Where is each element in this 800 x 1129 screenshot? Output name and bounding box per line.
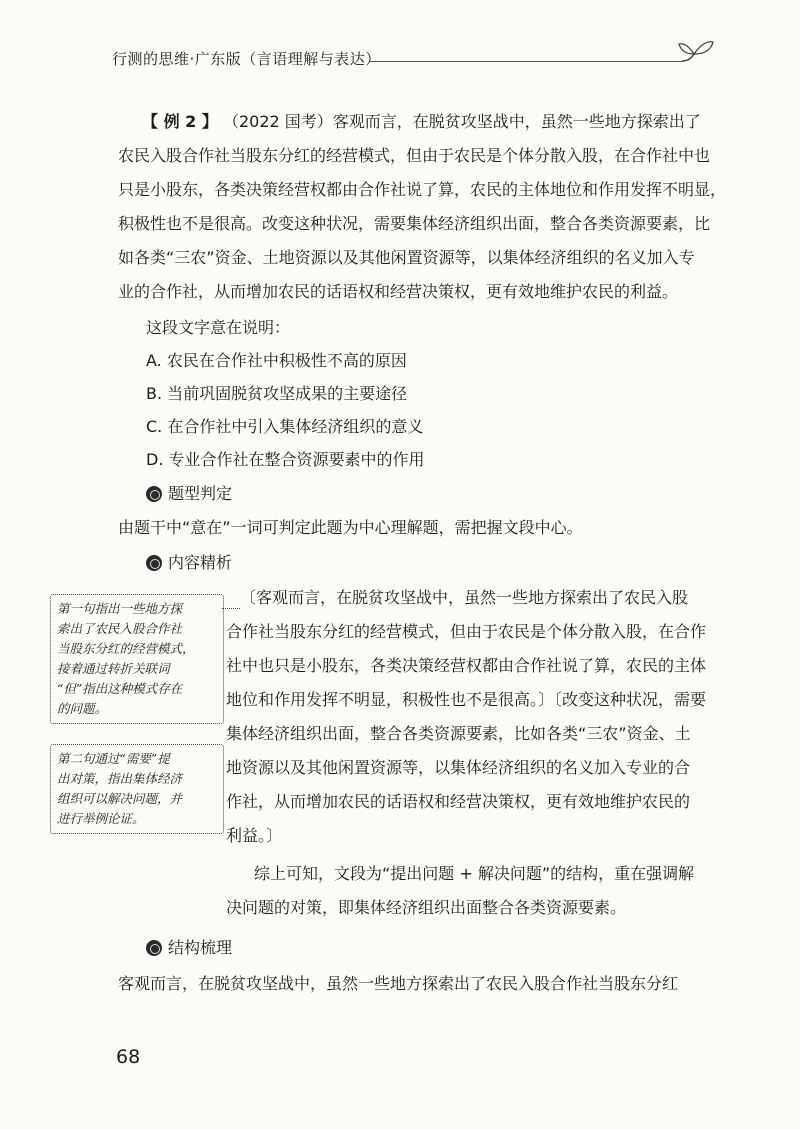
question-line-3: 只是小股东，各类决策经营权都由合作社说了算，农民的主体地位和作用发挥不明显， bbox=[118, 180, 727, 199]
question-text: （2022 国考）客观而言，在脱贫攻坚战中，虽然一些地方探索出了 bbox=[222, 112, 701, 131]
option-c: C. 在合作社中引入集体经济组织的意义 bbox=[146, 417, 424, 436]
section-type-title: 题型判定 bbox=[168, 484, 233, 503]
section-analysis-heading bbox=[146, 553, 232, 573]
sprout-icon bbox=[676, 26, 716, 70]
section-badge-icon bbox=[146, 940, 162, 956]
example-label: 【 例 2 】 bbox=[142, 112, 218, 131]
question-line-1 bbox=[142, 112, 701, 132]
analysis-line-2: 合作社当股东分红的经营模式，但由于农民是个体分散入股，在合作 bbox=[226, 622, 707, 641]
question-line-2: 农民入股合作社当股东分红的经营模式，但由于农民是个体分散入股，在合作社中也 bbox=[118, 146, 711, 165]
note-2-line: 进行举例论证。 bbox=[57, 811, 145, 826]
question-prompt: 这段文字意在说明： bbox=[146, 318, 291, 337]
summary-line-2: 决问题的对策，即集体经济组织出面整合各类资源要素。 bbox=[226, 898, 627, 917]
margin-note-2 bbox=[50, 744, 224, 834]
section-badge-icon bbox=[146, 486, 162, 502]
option-d: D. 专业合作社在整合资源要素中的作用 bbox=[146, 450, 425, 469]
section-analysis-title: 内容精析 bbox=[168, 553, 233, 572]
analysis-line-7: 作社，从而增加农民的话语权和经营决策权，更有效地维护农民的 bbox=[226, 792, 691, 811]
section-type-heading bbox=[146, 484, 232, 504]
question-line-6: 业的合作社，从而增加农民的话语权和经营决策权，更有效地维护农民的利益。 bbox=[118, 282, 679, 301]
summary-line-1: 综上可知，文段为“提出问题 + 解决问题”的结构，重在强调解 bbox=[254, 864, 695, 883]
structure-text: 客观而言，在脱贫攻坚战中，虽然一些地方探索出了农民入股合作社当股东分红 bbox=[118, 974, 679, 993]
margin-note-1 bbox=[50, 594, 224, 724]
option-a: A. 农民在合作社中积极性不高的原因 bbox=[146, 351, 407, 370]
note-1-line: 第一句指出一些地方探 bbox=[57, 601, 183, 616]
note-1-connector bbox=[222, 608, 240, 609]
section-structure-title: 结构梳理 bbox=[168, 938, 233, 957]
section-type-text: 由题干中“意在”一词可判定此题为中心理解题，需把握文段中心。 bbox=[118, 518, 583, 537]
option-b: B. 当前巩固脱贫攻坚成果的主要途径 bbox=[146, 384, 408, 403]
section-structure-heading bbox=[146, 938, 232, 958]
analysis-line-8: 利益。〕 bbox=[226, 826, 283, 845]
note-1-line: 当股东分红的经营模式， bbox=[57, 641, 195, 656]
page-number: 68 bbox=[116, 1046, 141, 1068]
note-2-line: 出对策，指出集体经济 bbox=[57, 771, 183, 786]
analysis-line-6: 地资源以及其他闲置资源等，以集体经济组织的名义加入专业的合 bbox=[226, 758, 691, 777]
section-badge-icon bbox=[146, 555, 162, 571]
header-rule bbox=[370, 61, 682, 62]
analysis-line-5: 集体经济组织出面，整合各类资源要素，比如各类“三农”资金、土 bbox=[226, 724, 691, 743]
note-1-line: “但”指出这种模式存在 bbox=[57, 681, 183, 696]
note-1-line: 的问题。 bbox=[57, 701, 108, 716]
running-header-title: 行测的思维·广东版（言语理解与表达） bbox=[112, 50, 381, 68]
note-1-line: 接着通过转折关联词 bbox=[57, 661, 170, 676]
question-line-5: 如各类“三农”资金、土地资源以及其他闲置资源等，以集体经济组织的名义加入专 bbox=[118, 248, 695, 267]
analysis-line-3: 社中也只是小股东，各类决策经营权都由合作社说了算，农民的主体 bbox=[226, 656, 707, 675]
analysis-line-4: 地位和作用发挥不明显，积极性也不是很高。〕〔改变这种状况，需要 bbox=[226, 690, 707, 709]
analysis-line-1: 〔客观而言，在脱贫攻坚战中，虽然一些地方探索出了农民入股 bbox=[240, 588, 689, 607]
note-2-line: 组织可以解决问题，并 bbox=[57, 791, 183, 806]
note-1-line: 索出了农民入股合作社 bbox=[57, 621, 183, 636]
question-line-4: 积极性也不是很高。改变这种状况，需要集体经济组织出面，整合各类资源要素，比 bbox=[118, 214, 711, 233]
note-2-line: 第二句通过“需要”提 bbox=[57, 751, 170, 766]
